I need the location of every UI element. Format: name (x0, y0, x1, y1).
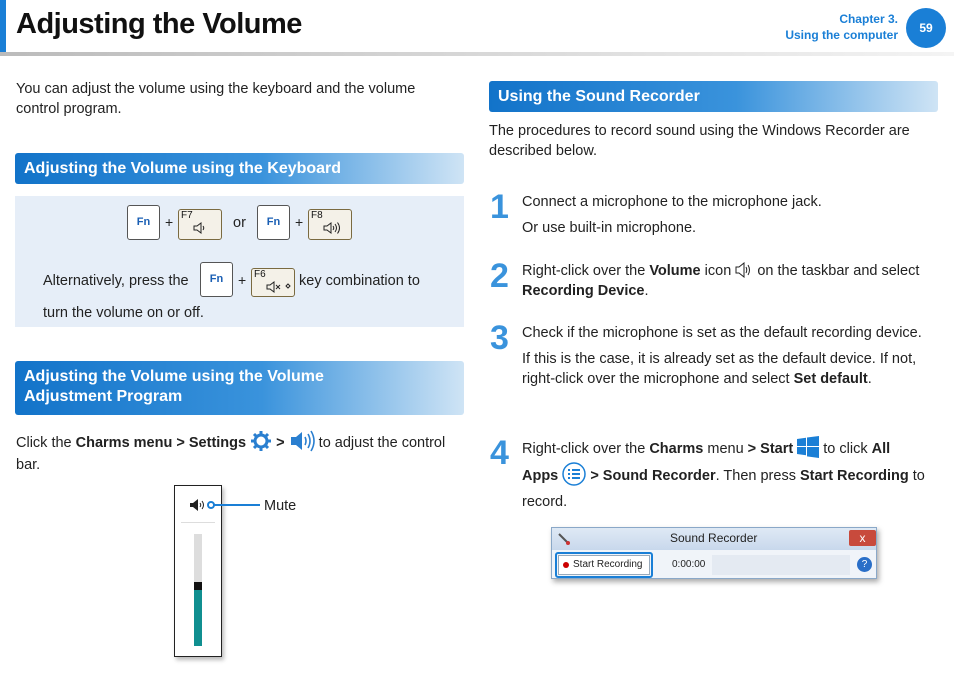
charms-instruction (16, 429, 466, 475)
fn-key: Fn (200, 262, 233, 297)
instruction-text: Click the (16, 435, 72, 451)
alternative-text-line2: turn the volume on or off. (43, 305, 204, 321)
step-3-line1: Check if the microphone is set as the default recording device. (522, 325, 922, 341)
step-number-1: 1 (490, 188, 509, 226)
or-text: or (233, 215, 246, 231)
recording-device-label: Recording Device (522, 283, 645, 299)
volume-mixer-panel (174, 485, 222, 657)
f7-key (178, 209, 222, 240)
to-word: to (912, 468, 925, 484)
record-word: record. (522, 494, 568, 510)
mute-icon (266, 281, 292, 293)
settings-label: Settings (188, 435, 247, 451)
mute-callout-dot (207, 501, 215, 509)
sound-recorder-window (551, 527, 877, 579)
section-heading-program-line2: Adjustment Program (24, 388, 183, 405)
speaker-icon (289, 429, 315, 453)
step-2-text (522, 261, 942, 301)
then-press-text: . Then press (715, 468, 796, 484)
f8-key-label: F8 (311, 210, 323, 221)
instruction-text: to adjust the control (318, 435, 446, 451)
section-heading-recorder: Using the Sound Recorder (489, 81, 938, 112)
step-3-period: . (867, 371, 872, 387)
section-heading-program (15, 361, 464, 415)
header-divider (0, 52, 954, 56)
step-3-line2 (522, 349, 932, 389)
progress-area (712, 555, 850, 575)
windows-logo-icon (797, 436, 819, 458)
chapter-label (785, 11, 898, 43)
arrow-separator: > (276, 435, 285, 451)
help-icon[interactable]: ? (857, 557, 872, 572)
start-recording-label: Start Recording (799, 468, 909, 484)
charms-menu-label: Charms menu (75, 435, 173, 451)
window-title: Sound Recorder (670, 531, 758, 545)
f6-key-label: F6 (254, 269, 266, 280)
mute-callout-line (210, 504, 260, 506)
step-4-text (522, 436, 942, 515)
plus-sign: + (165, 214, 174, 230)
header-accent-bar (0, 0, 6, 52)
plus-sign: + (295, 214, 304, 230)
recorder-intro: The procedures to record sound using the Windows Recorder are described below. (489, 123, 910, 159)
step-3-note: If this is the case, it is already set as the default device. If not, right-click over the microphone and select (522, 351, 917, 387)
step-number-3: 3 (490, 319, 509, 357)
set-default-label: Set default (793, 371, 868, 387)
window-titlebar (552, 528, 876, 550)
volume-slider-thumb[interactable] (194, 582, 202, 590)
step-1-text (522, 192, 937, 238)
page-title: Adjusting the Volume (16, 8, 302, 40)
f8-key (308, 209, 352, 240)
step-2-period: . (644, 283, 649, 299)
close-button[interactable]: x (849, 530, 876, 546)
chapter-number: Chapter 3. (839, 12, 898, 26)
volume-slider-fill (194, 590, 202, 646)
all-apps-label-part1: All (871, 441, 891, 457)
all-apps-icon (562, 462, 586, 486)
gear-icon (250, 430, 272, 452)
step-3-text (522, 323, 932, 389)
mute-label: Mute (264, 498, 297, 514)
step-2-icon-word: icon (704, 263, 732, 279)
volume-label: Volume (649, 263, 701, 279)
speaker-icon (735, 262, 753, 278)
alternative-text-end: key combination to (299, 273, 420, 289)
instruction-text-line2: bar. (16, 457, 41, 473)
highlight-frame (555, 552, 653, 578)
step-1-line1: Connect a microphone to the microphone jack. (522, 194, 822, 210)
elapsed-time: 0:00:00 (672, 559, 706, 570)
charms-label: Charms (649, 441, 704, 457)
intro-text: You can adjust the volume using the keyboard and the volume control program. (16, 81, 416, 117)
section-heading-program-line1: Adjusting the Volume using the Volume (24, 368, 324, 385)
mixer-divider (181, 522, 215, 523)
volume-down-icon (193, 222, 207, 234)
microphone-icon (557, 532, 571, 546)
chapter-name: Using the computer (785, 28, 898, 42)
section-heading-keyboard: Adjusting the Volume using the Keyboard (15, 153, 464, 184)
step-1-line2: Or use built-in microphone. (522, 220, 697, 236)
all-apps-label-part2: Apps (522, 468, 559, 484)
click-word: to click (823, 441, 868, 457)
fn-key: Fn (127, 205, 160, 240)
start-label: > Start (747, 441, 794, 457)
f7-key-label: F7 (181, 210, 193, 221)
sound-recorder-label: > Sound Recorder (590, 468, 716, 484)
step-2-text-start: Right-click over the (522, 263, 646, 279)
menu-word: menu (707, 441, 744, 457)
mixer-speaker-icon[interactable] (189, 498, 207, 512)
step-number-2: 2 (490, 257, 509, 295)
arrow-separator: > (176, 435, 185, 451)
fn-key: Fn (257, 205, 290, 240)
page-header (0, 0, 954, 56)
alternative-text-start: Alternatively, press the (43, 273, 189, 289)
start-recording-button-label: Start Recording (573, 559, 643, 570)
step-4-text-start: Right-click over the (522, 441, 646, 457)
plus-sign: + (238, 272, 247, 288)
volume-up-icon (323, 222, 343, 234)
f6-key (251, 268, 295, 297)
step-number-4: 4 (490, 434, 509, 472)
step-2-text-end: on the taskbar and select (757, 263, 920, 279)
page-number-badge: 59 (906, 8, 946, 48)
